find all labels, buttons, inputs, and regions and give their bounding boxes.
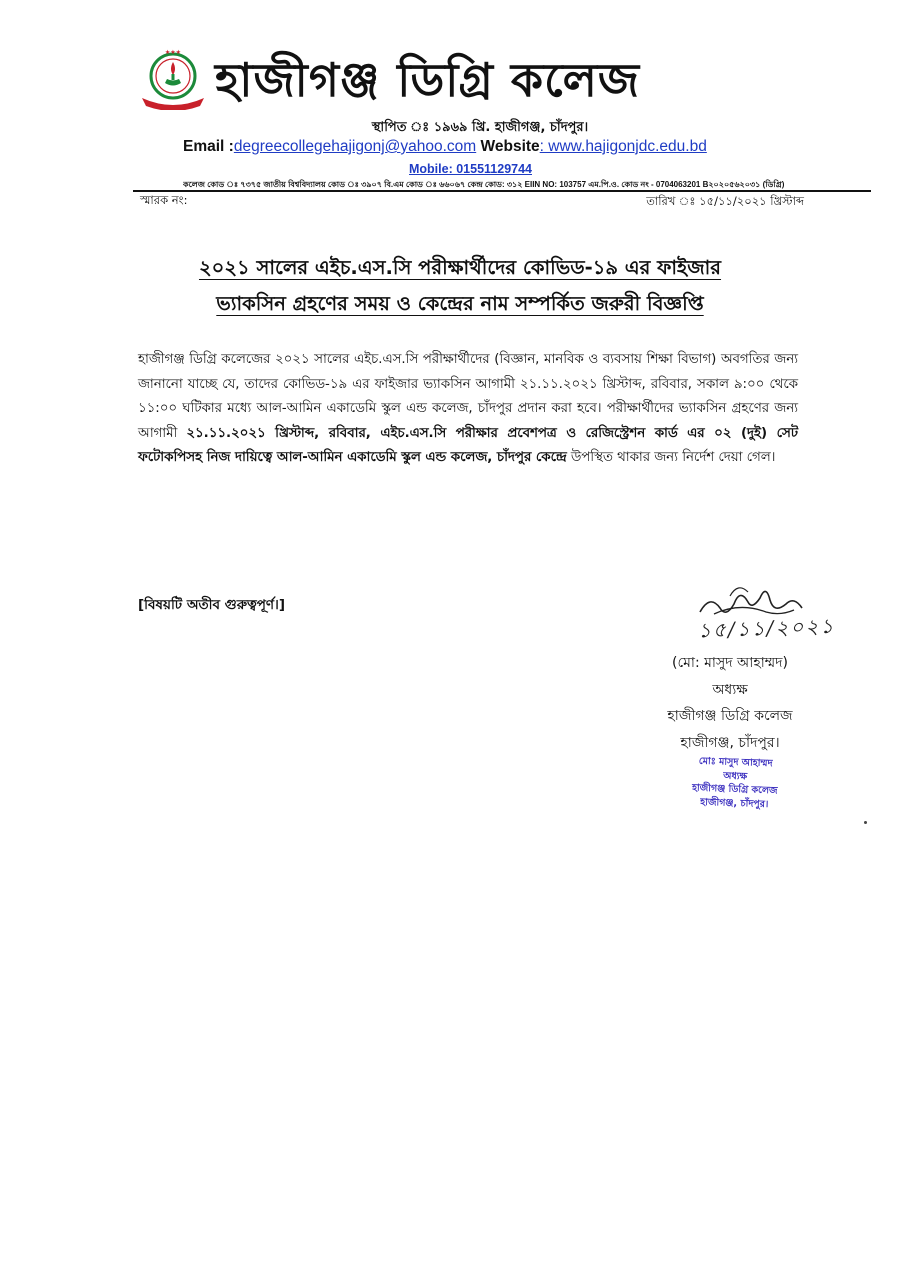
stamp-name: মোঃ মাসুদ আহাম্মদ	[698, 755, 773, 770]
established-line: স্থাপিত ঃ ১৯৬৯ খ্রি. হাজীগঞ্জ, চাঁদপুর।	[371, 120, 589, 135]
college-emblem-icon	[138, 48, 208, 110]
signatory-address: হাজীগঞ্জ, চাঁদপুর।	[680, 734, 780, 751]
stamp-address: হাজীগঞ্জ, চাঁদপুর।	[700, 796, 769, 810]
notice-subject	[130, 250, 790, 322]
contact-line	[183, 138, 803, 156]
subject-line-1: ২০২১ সালের এইচ.এস.সি পরীক্ষার্থীদের কোভিড-১৯ এর ফাইজার	[198, 256, 722, 279]
svg-text:★★★: ★★★	[164, 49, 182, 56]
notice-body	[138, 348, 798, 471]
website-link[interactable]: : www.hajigonjdc.edu.bd	[539, 138, 707, 155]
body-part-1: হাজীগঞ্জ ডিগ্রি কলেজের ২০২১ সালের এইচ.এস.সি পরীক্ষার্থীদের (বিজ্ঞান, মানবিক ও ব্যবসায় শিক্ষা বিভাগ) অবগতির জন্য জানানো যাচ্ছে যে, তাদের কোভিড-১৯ এর ফাইজার ভ্যাকসিন আগামী ২১.১১.২০২১ খ্রিস্টাব্দ, রবিবার, সকাল ৯:০০ থেকে ১১:০০ ঘটিকার মধ্যে আল-আমিন একাডেমি স্কুল এন্ড কলেজ, চাঁদপুর প্রদান করা হবে। পরীক্ষার্থীদের ভ্যাকসিন গ্রহণের জন্য আগামী	[138, 352, 798, 441]
signatory-name: (মো: মাসুদ আহাম্মদ)	[672, 655, 788, 671]
email-label: Email :	[183, 138, 234, 155]
body-part-2: উপস্থিত থাকার জন্য নির্দেশ দেয়া গেল।	[566, 450, 776, 466]
notice-date: তারিখ ঃ ১৫/১১/২০২১ খ্রিস্টাব্দ	[646, 194, 804, 208]
header-divider	[133, 190, 871, 192]
scan-speck	[864, 821, 867, 824]
signatory-institution: হাজীগঞ্জ ডিগ্রি কলেজ	[667, 708, 793, 724]
website-label: Website	[480, 138, 540, 155]
institution-codes: কলেজ কোড ঃ ৭৩৭৫ জাতীয় বিশ্ববিদ্যালয় কোড ঃ ৩৯০৭ বি.এম কোড ঃ ৬৬০৬৭ কেন্দ্র কোড: ৩১২ EIIN NO: 103757 এম.পি.ও. কোড নং - 0704063201 B২০২০৫৬২০৩১ (ডিগ্রি)	[183, 180, 785, 189]
body-bold-instruction: ২১.১১.২০২১ খ্রিস্টাব্দ, রবিবার, এইচ.এস.সি পরীক্ষার প্রবেশপত্র ও রেজিস্ট্রেশন কার্ড এর ০২ (দুই) সেট ফটোকপিসহ নিজ দায়িত্বে আল-আমিন একাডেমি স্কুল এন্ড কলেজ, চাঁদপুর কেন্দ্রে	[138, 425, 798, 466]
college-name: হাজীগঞ্জ ডিগ্রি কলেজ	[215, 53, 641, 107]
signed-date: ১৫/১১/২০২১	[697, 613, 836, 643]
memo-number-label: স্মারক নং:	[140, 193, 188, 207]
signatory-designation: অধ্যক্ষ	[712, 681, 748, 698]
subject-line-2: ভ্যাকসিন গ্রহণের সময় ও কেন্দ্রের নাম সম্পর্কিত জরুরী বিজ্ঞপ্তি	[216, 292, 704, 315]
importance-note: [বিষয়টি অতীব গুরুত্বপূর্ণ।]	[138, 597, 286, 613]
stamp-institution: হাজীগঞ্জ ডিগ্রি কলেজ	[691, 782, 778, 797]
official-stamp	[659, 753, 811, 812]
mobile-number: Mobile: 01551129744	[409, 162, 532, 176]
signatory-block	[630, 650, 830, 756]
stamp-designation: অধ্যক্ষ	[723, 770, 748, 782]
email-link[interactable]: degreecollegehajigonj@yahoo.com	[233, 138, 477, 155]
